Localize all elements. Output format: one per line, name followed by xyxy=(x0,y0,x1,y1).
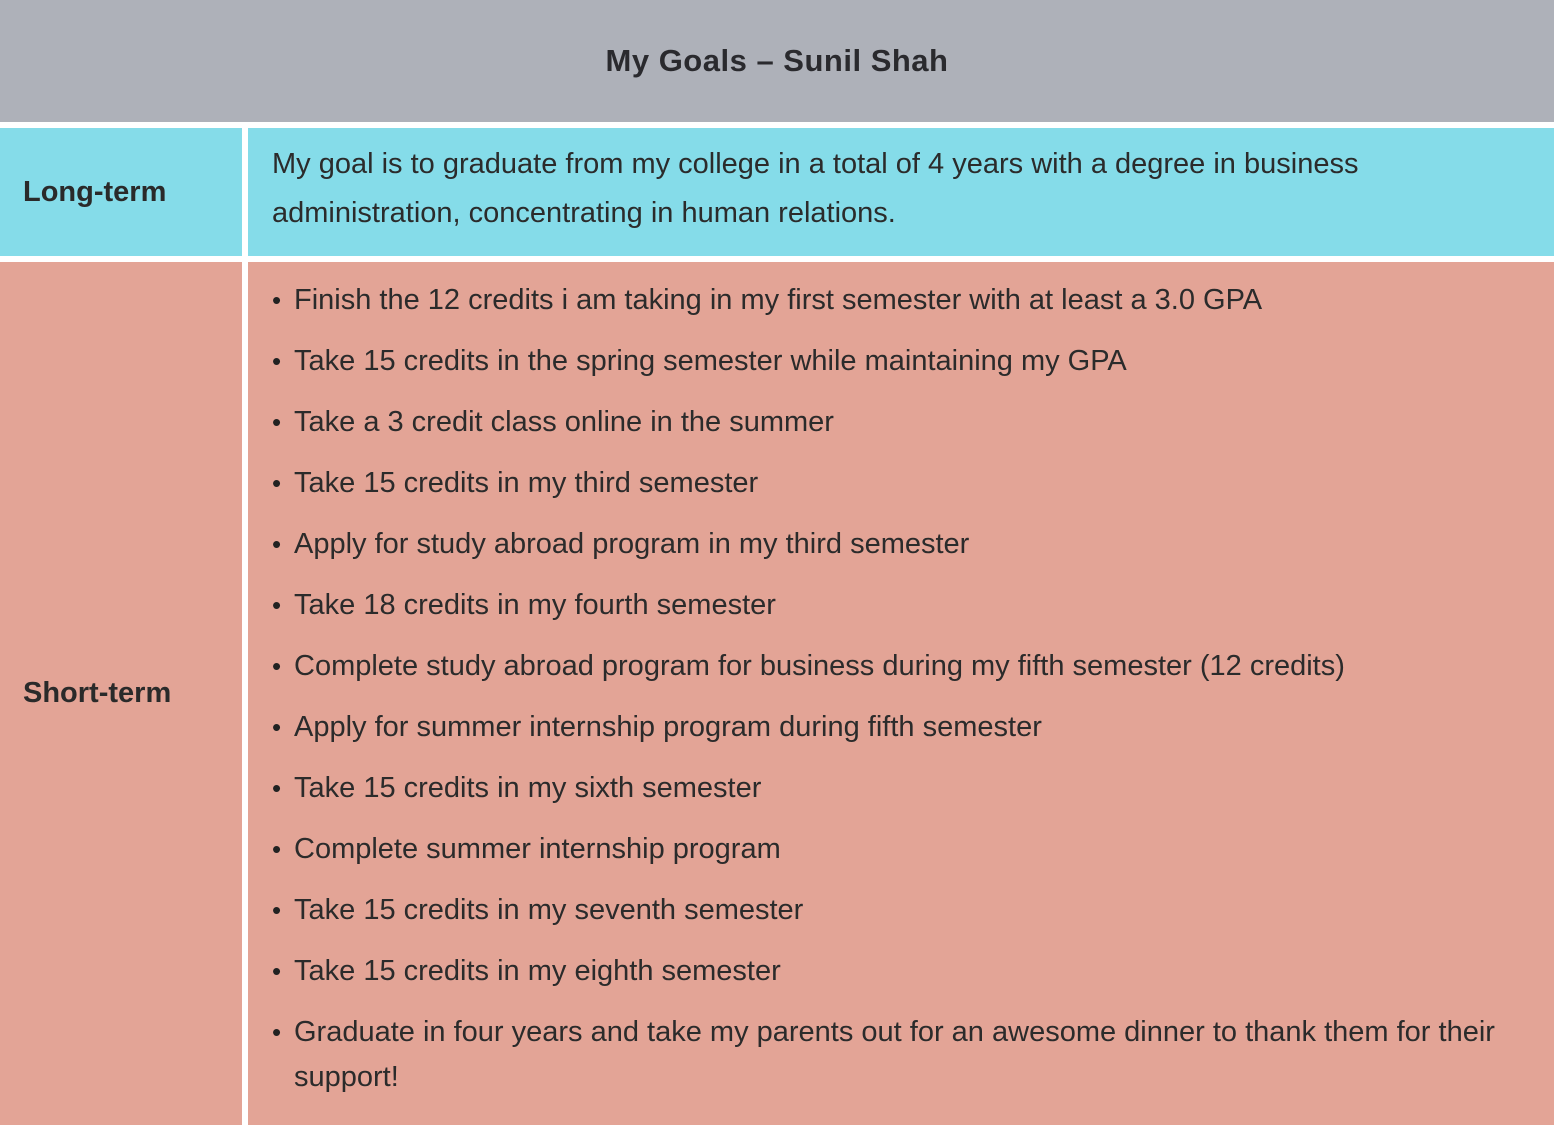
list-item xyxy=(272,400,1524,445)
goal-text: Take 18 credits in my fourth semester xyxy=(294,589,776,621)
short-term-content-cell xyxy=(248,262,1554,1125)
goal-text: Take 15 credits in my eighth semester xyxy=(294,955,781,987)
list-item xyxy=(272,766,1524,811)
list-item xyxy=(272,949,1524,994)
bullet-icon: • xyxy=(272,773,282,803)
list-item xyxy=(272,644,1524,689)
bullet-icon: • xyxy=(272,285,282,315)
list-item xyxy=(272,1010,1524,1100)
goal-text: Take 15 credits in my seventh semester xyxy=(294,894,804,926)
list-item xyxy=(272,888,1524,933)
list-item xyxy=(272,827,1524,872)
goal-text: Graduate in four years and take my parents out for an awesome dinner to thank them for their support! xyxy=(294,1016,1495,1093)
long-term-goal-text: My goal is to graduate from my college in a total of 4 years with a degree in business administration, concentrating in human relations. xyxy=(272,148,1359,229)
goal-text: Take 15 credits in the spring semester while maintaining my GPA xyxy=(294,345,1127,377)
list-item xyxy=(272,522,1524,567)
list-item xyxy=(272,461,1524,506)
goal-text: Apply for study abroad program in my third semester xyxy=(294,528,970,560)
list-item xyxy=(272,339,1524,384)
short-term-label: Short-term xyxy=(23,677,172,709)
bullet-icon: • xyxy=(272,529,282,559)
bullet-icon: • xyxy=(272,346,282,376)
long-term-label-cell xyxy=(0,128,242,256)
goal-text: Finish the 12 credits i am taking in my first semester with at least a 3.0 GPA xyxy=(294,284,1263,316)
long-term-label: Long-term xyxy=(23,175,167,208)
table-header xyxy=(0,0,1554,122)
short-term-goal-list xyxy=(248,262,1554,1100)
list-item xyxy=(272,583,1524,628)
bullet-icon: • xyxy=(272,1017,282,1047)
goal-text: Apply for summer internship program during fifth semester xyxy=(294,711,1042,743)
short-term-label-cell xyxy=(0,262,242,1125)
goal-text: Take 15 credits in my third semester xyxy=(294,467,759,499)
bullet-icon: • xyxy=(272,895,282,925)
goal-text: Complete summer internship program xyxy=(294,833,781,865)
bullet-icon: • xyxy=(272,712,282,742)
page-title: My Goals – Sunil Shah xyxy=(605,43,949,78)
long-term-content-cell xyxy=(248,128,1554,256)
bullet-icon: • xyxy=(272,834,282,864)
goal-text: Complete study abroad program for business during my fifth semester (12 credits) xyxy=(294,650,1345,682)
bullet-icon: • xyxy=(272,468,282,498)
bullet-icon: • xyxy=(272,590,282,620)
goal-text: Take a 3 credit class online in the summer xyxy=(294,406,834,438)
long-term-row xyxy=(0,128,1554,256)
bullet-icon: • xyxy=(272,651,282,681)
short-term-row xyxy=(0,262,1554,1125)
bullet-icon: • xyxy=(272,407,282,437)
bullet-icon: • xyxy=(272,956,282,986)
list-item xyxy=(272,705,1524,750)
list-item xyxy=(272,278,1524,323)
goal-text: Take 15 credits in my sixth semester xyxy=(294,772,762,804)
